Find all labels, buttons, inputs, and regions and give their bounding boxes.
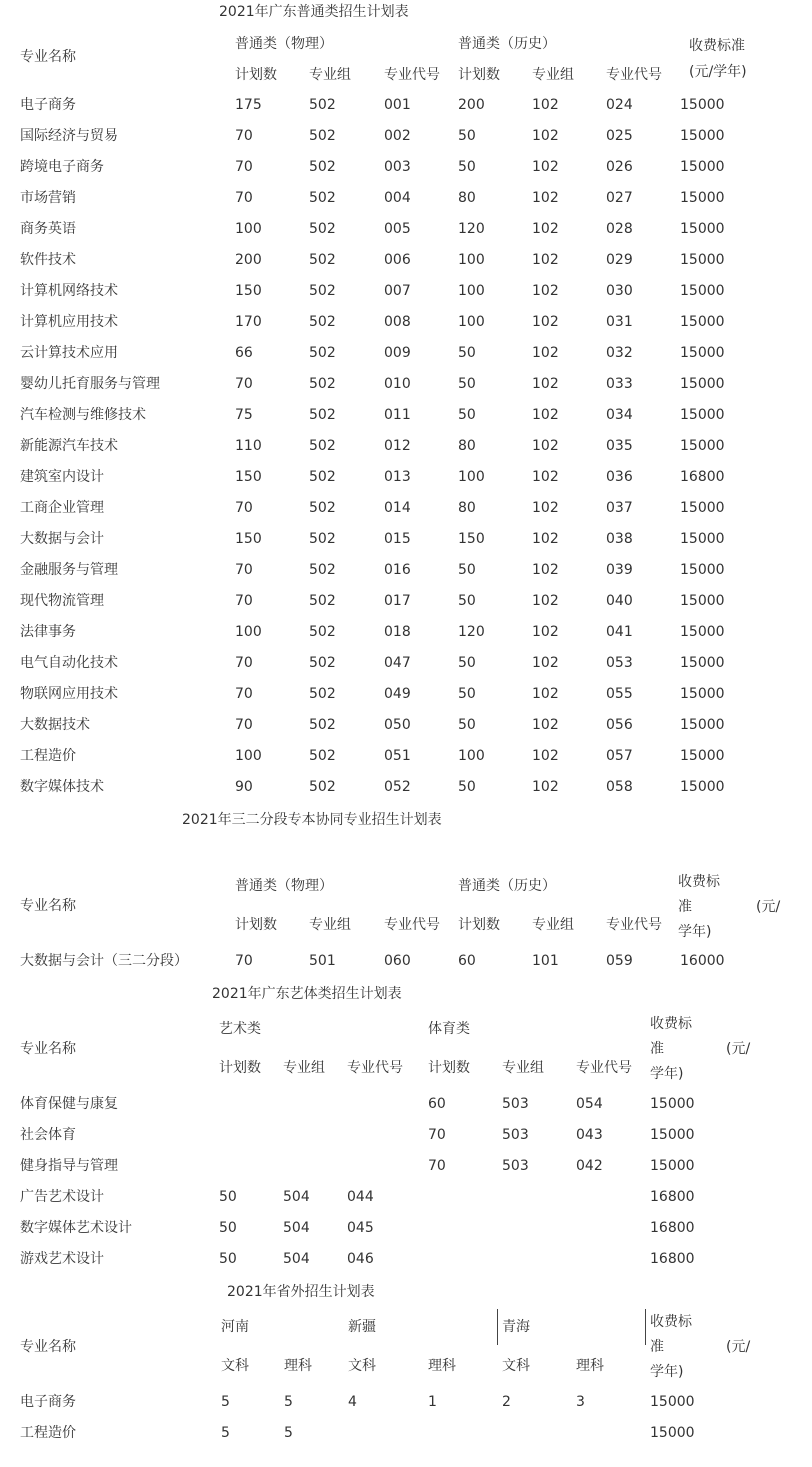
table1-cell: 50 xyxy=(458,779,476,795)
table1-cell: 024 xyxy=(606,97,633,113)
table1-cell: 056 xyxy=(606,717,633,733)
table1-cell: 018 xyxy=(384,624,411,640)
table4-fee-unit: 学年) xyxy=(650,1364,684,1380)
table4-sub-header: 理科 xyxy=(428,1358,456,1374)
table1-row-major: 建筑室内设计 xyxy=(20,469,104,485)
table1-cell: 70 xyxy=(235,190,253,206)
table3-cell: 043 xyxy=(576,1127,603,1143)
table1-cell: 50 xyxy=(458,128,476,144)
table1-row-major: 汽车检测与维修技术 xyxy=(20,407,146,423)
table1-row-major: 数字媒体技术 xyxy=(20,779,104,795)
table1-cell: 102 xyxy=(532,283,559,299)
table1-cell: 102 xyxy=(532,252,559,268)
table3-fee-label: 收费标 xyxy=(650,1016,692,1032)
table2-cell: 501 xyxy=(309,953,336,969)
table1-cell: 50 xyxy=(458,593,476,609)
table4-fee-label: 收费标 xyxy=(650,1314,692,1330)
table1-cell: 175 xyxy=(235,97,262,113)
table4-col-major: 专业名称 xyxy=(20,1339,76,1355)
table1-cell: 100 xyxy=(458,314,485,330)
table1-cell: 70 xyxy=(235,686,253,702)
table1-sub-header: 专业组 xyxy=(309,67,351,83)
table1-cell: 15000 xyxy=(680,748,725,764)
table1-cell: 15000 xyxy=(680,562,725,578)
table1-cell: 502 xyxy=(309,314,336,330)
table4-cell: 5 xyxy=(221,1425,230,1441)
table1-cell: 502 xyxy=(309,655,336,671)
table4-row-major: 工程造价 xyxy=(20,1425,76,1441)
table1-cell: 15000 xyxy=(680,593,725,609)
table4-sub-header: 文科 xyxy=(348,1358,376,1374)
table4-cell: 3 xyxy=(576,1394,585,1410)
table3-row-major: 健身指导与管理 xyxy=(20,1158,118,1174)
table1-cell: 100 xyxy=(235,624,262,640)
table1-cell: 70 xyxy=(235,376,253,392)
table4-cell: 5 xyxy=(284,1425,293,1441)
table1-cell: 502 xyxy=(309,438,336,454)
table1-sub-header: 计划数 xyxy=(235,67,277,83)
table1-group-physics: 普通类（物理） xyxy=(235,36,333,52)
table1-cell: 011 xyxy=(384,407,411,423)
table2-cell: 060 xyxy=(384,953,411,969)
table3-row-major: 数字媒体艺术设计 xyxy=(20,1220,132,1236)
table1-cell: 75 xyxy=(235,407,253,423)
table3-sub-header: 专业代号 xyxy=(576,1060,632,1076)
table2-cell: 16000 xyxy=(680,953,725,969)
table1-sub-header: 专业组 xyxy=(532,67,574,83)
table1-cell: 15000 xyxy=(680,531,725,547)
table1-cell: 16800 xyxy=(680,469,725,485)
table1-cell: 058 xyxy=(606,779,633,795)
table3-cell: 70 xyxy=(428,1158,446,1174)
table1-cell: 102 xyxy=(532,314,559,330)
table1-cell: 001 xyxy=(384,97,411,113)
table1-cell: 50 xyxy=(458,376,476,392)
table1-cell: 100 xyxy=(458,283,485,299)
table1-cell: 010 xyxy=(384,376,411,392)
table4-cell: 15000 xyxy=(650,1425,695,1441)
table1-cell: 006 xyxy=(384,252,411,268)
table1-cell: 15000 xyxy=(680,283,725,299)
table1-cell: 100 xyxy=(235,748,262,764)
table1-cell: 200 xyxy=(235,252,262,268)
table1-cell: 502 xyxy=(309,779,336,795)
table3-cell: 16800 xyxy=(650,1189,695,1205)
table2-col-major: 专业名称 xyxy=(20,898,76,914)
table3-cell: 50 xyxy=(219,1251,237,1267)
table2-sub-header: 专业组 xyxy=(532,917,574,933)
table2-sub-header: 专业代号 xyxy=(384,917,440,933)
table1-cell: 102 xyxy=(532,128,559,144)
table1-cell: 70 xyxy=(235,128,253,144)
table1-cell: 017 xyxy=(384,593,411,609)
table1-cell: 028 xyxy=(606,221,633,237)
table3-cell: 70 xyxy=(428,1127,446,1143)
table3-cell: 504 xyxy=(283,1220,310,1236)
table3-cell: 045 xyxy=(347,1220,374,1236)
table1-cell: 102 xyxy=(532,469,559,485)
table1-cell: 15000 xyxy=(680,407,725,423)
table2-fee-unit: 学年) xyxy=(678,924,712,940)
table2-row-major: 大数据与会计（三二分段） xyxy=(20,953,188,969)
table4-title: 2021年省外招生计划表 xyxy=(227,1284,375,1300)
table4-cell: 4 xyxy=(348,1394,357,1410)
table1-cell: 102 xyxy=(532,97,559,113)
table3-cell: 50 xyxy=(219,1189,237,1205)
table1-cell: 502 xyxy=(309,593,336,609)
table1-cell: 038 xyxy=(606,531,633,547)
table3-cell: 503 xyxy=(502,1158,529,1174)
table1-cell: 102 xyxy=(532,624,559,640)
table1-cell: 102 xyxy=(532,221,559,237)
table1-cell: 102 xyxy=(532,407,559,423)
table3-cell: 60 xyxy=(428,1096,446,1112)
table1-cell: 041 xyxy=(606,624,633,640)
table1-cell: 031 xyxy=(606,314,633,330)
table3-cell: 16800 xyxy=(650,1251,695,1267)
table1-cell: 80 xyxy=(458,190,476,206)
table3-sub-header: 计划数 xyxy=(428,1060,470,1076)
table3-cell: 046 xyxy=(347,1251,374,1267)
table3-cell: 503 xyxy=(502,1096,529,1112)
table3-fee-unit: (元/ xyxy=(726,1041,751,1057)
table1-cell: 70 xyxy=(235,717,253,733)
table3-fee-label: 准 xyxy=(650,1041,664,1057)
table1-cell: 047 xyxy=(384,655,411,671)
table1-cell: 057 xyxy=(606,748,633,764)
table1-cell: 102 xyxy=(532,593,559,609)
table1-cell: 150 xyxy=(458,531,485,547)
table2-sub-header: 计划数 xyxy=(458,917,500,933)
table1-cell: 110 xyxy=(235,438,262,454)
table3-group-sport: 体育类 xyxy=(428,1021,470,1037)
table1-cell: 003 xyxy=(384,159,411,175)
table1-cell: 015 xyxy=(384,531,411,547)
table1-cell: 032 xyxy=(606,345,633,361)
table2-cell: 101 xyxy=(532,953,559,969)
table3-title: 2021年广东艺体类招生计划表 xyxy=(212,986,402,1002)
table1-cell: 502 xyxy=(309,345,336,361)
table1-cell: 029 xyxy=(606,252,633,268)
table1-row-major: 计算机网络技术 xyxy=(20,283,118,299)
table2-cell: 70 xyxy=(235,953,253,969)
table2-title: 2021年三二分段专本协同专业招生计划表 xyxy=(182,812,442,828)
table3-cell: 15000 xyxy=(650,1096,695,1112)
table1-cell: 102 xyxy=(532,748,559,764)
table1-cell: 002 xyxy=(384,128,411,144)
table1-cell: 027 xyxy=(606,190,633,206)
table1-cell: 70 xyxy=(235,562,253,578)
table1-cell: 102 xyxy=(532,438,559,454)
table1-row-major: 金融服务与管理 xyxy=(20,562,118,578)
table1-cell: 102 xyxy=(532,500,559,516)
table4-cell: 1 xyxy=(428,1394,437,1410)
table1-cell: 009 xyxy=(384,345,411,361)
table1-row-major: 市场营销 xyxy=(20,190,76,206)
table1-cell: 051 xyxy=(384,748,411,764)
table1-cell: 033 xyxy=(606,376,633,392)
table4-sub-header: 理科 xyxy=(576,1358,604,1374)
table1-row-major: 跨境电子商务 xyxy=(20,159,104,175)
table1-cell: 70 xyxy=(235,159,253,175)
table1-fee-unit: (元/学年) xyxy=(689,64,747,80)
table1-cell: 150 xyxy=(235,531,262,547)
table4-cell: 2 xyxy=(502,1394,511,1410)
table1-cell: 102 xyxy=(532,655,559,671)
table1-cell: 502 xyxy=(309,500,336,516)
table1-row-major: 电气自动化技术 xyxy=(20,655,118,671)
table4-fee-unit: (元/ xyxy=(726,1339,751,1355)
table1-cell: 70 xyxy=(235,593,253,609)
table1-cell: 15000 xyxy=(680,314,725,330)
table3-cell: 044 xyxy=(347,1189,374,1205)
table2-cell: 059 xyxy=(606,953,633,969)
table1-cell: 15000 xyxy=(680,221,725,237)
table1-cell: 012 xyxy=(384,438,411,454)
table1-row-major: 电子商务 xyxy=(20,97,76,113)
table1-cell: 50 xyxy=(458,655,476,671)
table1-cell: 70 xyxy=(235,655,253,671)
table2-sub-header: 专业组 xyxy=(309,917,351,933)
table1-title: 2021年广东普通类招生计划表 xyxy=(219,4,409,20)
table1-cell: 007 xyxy=(384,283,411,299)
table2-cell: 60 xyxy=(458,953,476,969)
table1-cell: 15000 xyxy=(680,190,725,206)
table1-cell: 053 xyxy=(606,655,633,671)
table1-cell: 100 xyxy=(458,469,485,485)
table1-row-major: 云计算技术应用 xyxy=(20,345,118,361)
table1-cell: 15000 xyxy=(680,686,725,702)
table1-cell: 150 xyxy=(235,283,262,299)
table1-cell: 102 xyxy=(532,190,559,206)
table1-cell: 102 xyxy=(532,531,559,547)
table1-cell: 15000 xyxy=(680,345,725,361)
table1-row-major: 国际经济与贸易 xyxy=(20,128,118,144)
table1-group-history: 普通类（历史） xyxy=(458,36,556,52)
table1-cell: 15000 xyxy=(680,717,725,733)
table1-row-major: 工程造价 xyxy=(20,748,76,764)
table1-row-major: 大数据与会计 xyxy=(20,531,104,547)
table4-sub-header: 文科 xyxy=(221,1358,249,1374)
table4-prov-henan: 河南 xyxy=(221,1319,249,1335)
table1-cell: 15000 xyxy=(680,159,725,175)
table1-row-major: 法律事务 xyxy=(20,624,76,640)
table1-cell: 036 xyxy=(606,469,633,485)
table1-cell: 502 xyxy=(309,717,336,733)
table1-cell: 50 xyxy=(458,345,476,361)
table1-row-major: 大数据技术 xyxy=(20,717,90,733)
table1-cell: 15000 xyxy=(680,97,725,113)
table1-cell: 502 xyxy=(309,531,336,547)
table1-cell: 50 xyxy=(458,717,476,733)
table1-cell: 50 xyxy=(458,562,476,578)
table1-cell: 102 xyxy=(532,717,559,733)
table1-cell: 66 xyxy=(235,345,253,361)
table1-cell: 100 xyxy=(458,252,485,268)
table1-cell: 502 xyxy=(309,97,336,113)
table1-row-major: 商务英语 xyxy=(20,221,76,237)
table1-row-major: 婴幼儿托育服务与管理 xyxy=(20,376,160,392)
table1-cell: 025 xyxy=(606,128,633,144)
table1-cell: 15000 xyxy=(680,128,725,144)
table1-cell: 502 xyxy=(309,221,336,237)
table1-row-major: 软件技术 xyxy=(20,252,76,268)
table3-cell: 503 xyxy=(502,1127,529,1143)
table1-cell: 055 xyxy=(606,686,633,702)
table1-sub-header: 计划数 xyxy=(458,67,500,83)
table4-cell: 15000 xyxy=(650,1394,695,1410)
table4-divider xyxy=(645,1309,646,1345)
table1-sub-header: 专业代号 xyxy=(384,67,440,83)
table1-cell: 050 xyxy=(384,717,411,733)
table1-sub-header: 专业代号 xyxy=(606,67,662,83)
table1-cell: 170 xyxy=(235,314,262,330)
table3-row-major: 游戏艺术设计 xyxy=(20,1251,104,1267)
table1-cell: 049 xyxy=(384,686,411,702)
table4-row-major: 电子商务 xyxy=(20,1394,76,1410)
table3-cell: 15000 xyxy=(650,1158,695,1174)
table4-cell: 5 xyxy=(284,1394,293,1410)
table1-cell: 50 xyxy=(458,407,476,423)
table1-cell: 035 xyxy=(606,438,633,454)
table1-fee-label: 收费标准 xyxy=(689,38,745,54)
table4-fee-label: 准 xyxy=(650,1339,664,1355)
table4-prov-qinghai: 青海 xyxy=(502,1319,530,1335)
table1-cell: 102 xyxy=(532,376,559,392)
table3-col-major: 专业名称 xyxy=(20,1041,76,1057)
table1-cell: 502 xyxy=(309,128,336,144)
table3-cell: 16800 xyxy=(650,1220,695,1236)
table1-cell: 50 xyxy=(458,686,476,702)
table2-group-history: 普通类（历史） xyxy=(458,878,556,894)
table1-cell: 008 xyxy=(384,314,411,330)
table3-sub-header: 专业组 xyxy=(283,1060,325,1076)
table1-cell: 70 xyxy=(235,500,253,516)
table1-cell: 502 xyxy=(309,748,336,764)
table2-sub-header: 专业代号 xyxy=(606,917,662,933)
table1-cell: 102 xyxy=(532,159,559,175)
table1-cell: 15000 xyxy=(680,779,725,795)
table1-cell: 102 xyxy=(532,562,559,578)
table1-cell: 15000 xyxy=(680,655,725,671)
table1-cell: 013 xyxy=(384,469,411,485)
table1-cell: 102 xyxy=(532,779,559,795)
table3-cell: 15000 xyxy=(650,1127,695,1143)
table3-row-major: 体育保健与康复 xyxy=(20,1096,118,1112)
table1-cell: 502 xyxy=(309,252,336,268)
table2-fee-label: 准 xyxy=(678,899,692,915)
table1-cell: 037 xyxy=(606,500,633,516)
table4-sub-header: 理科 xyxy=(284,1358,312,1374)
table1-cell: 50 xyxy=(458,159,476,175)
table3-cell: 504 xyxy=(283,1251,310,1267)
table1-cell: 502 xyxy=(309,283,336,299)
table1-cell: 030 xyxy=(606,283,633,299)
table1-col-major: 专业名称 xyxy=(20,49,76,65)
table2-fee-unit: (元/ xyxy=(756,899,781,915)
table2-sub-header: 计划数 xyxy=(235,917,277,933)
table1-cell: 026 xyxy=(606,159,633,175)
table1-cell: 15000 xyxy=(680,624,725,640)
table1-cell: 200 xyxy=(458,97,485,113)
table1-row-major: 新能源汽车技术 xyxy=(20,438,118,454)
table1-cell: 80 xyxy=(458,500,476,516)
table1-cell: 502 xyxy=(309,624,336,640)
table3-cell: 042 xyxy=(576,1158,603,1174)
table1-cell: 502 xyxy=(309,469,336,485)
table1-cell: 005 xyxy=(384,221,411,237)
table1-cell: 80 xyxy=(458,438,476,454)
table1-row-major: 物联网应用技术 xyxy=(20,686,118,702)
table4-cell: 5 xyxy=(221,1394,230,1410)
table1-cell: 502 xyxy=(309,159,336,175)
table1-cell: 502 xyxy=(309,190,336,206)
table3-fee-unit: 学年) xyxy=(650,1066,684,1082)
table1-cell: 120 xyxy=(458,221,485,237)
table3-cell: 504 xyxy=(283,1189,310,1205)
table3-group-art: 艺术类 xyxy=(219,1021,261,1037)
table3-row-major: 社会体育 xyxy=(20,1127,76,1143)
table1-cell: 100 xyxy=(235,221,262,237)
table1-cell: 102 xyxy=(532,345,559,361)
table1-cell: 15000 xyxy=(680,500,725,516)
table1-cell: 014 xyxy=(384,500,411,516)
table1-cell: 150 xyxy=(235,469,262,485)
table3-cell: 054 xyxy=(576,1096,603,1112)
table2-fee-label: 收费标 xyxy=(678,874,720,890)
table2-group-physics: 普通类（物理） xyxy=(235,878,333,894)
table1-cell: 120 xyxy=(458,624,485,640)
table1-cell: 502 xyxy=(309,407,336,423)
table1-cell: 502 xyxy=(309,376,336,392)
table1-row-major: 计算机应用技术 xyxy=(20,314,118,330)
table3-row-major: 广告艺术设计 xyxy=(20,1189,104,1205)
table1-cell: 15000 xyxy=(680,438,725,454)
table3-cell: 50 xyxy=(219,1220,237,1236)
table1-cell: 90 xyxy=(235,779,253,795)
table1-cell: 502 xyxy=(309,686,336,702)
table1-cell: 502 xyxy=(309,562,336,578)
table4-prov-xinjiang: 新疆 xyxy=(348,1319,376,1335)
table1-cell: 004 xyxy=(384,190,411,206)
table3-sub-header: 专业代号 xyxy=(347,1060,403,1076)
table3-sub-header: 专业组 xyxy=(502,1060,544,1076)
table1-row-major: 工商企业管理 xyxy=(20,500,104,516)
table3-sub-header: 计划数 xyxy=(219,1060,261,1076)
table1-cell: 15000 xyxy=(680,376,725,392)
table4-sub-header: 文科 xyxy=(502,1358,530,1374)
table1-cell: 052 xyxy=(384,779,411,795)
table1-cell: 100 xyxy=(458,748,485,764)
table1-cell: 15000 xyxy=(680,252,725,268)
table1-cell: 102 xyxy=(532,686,559,702)
table1-row-major: 现代物流管理 xyxy=(20,593,104,609)
table1-cell: 016 xyxy=(384,562,411,578)
table1-cell: 039 xyxy=(606,562,633,578)
table1-cell: 040 xyxy=(606,593,633,609)
table1-cell: 034 xyxy=(606,407,633,423)
table4-divider xyxy=(497,1309,498,1345)
